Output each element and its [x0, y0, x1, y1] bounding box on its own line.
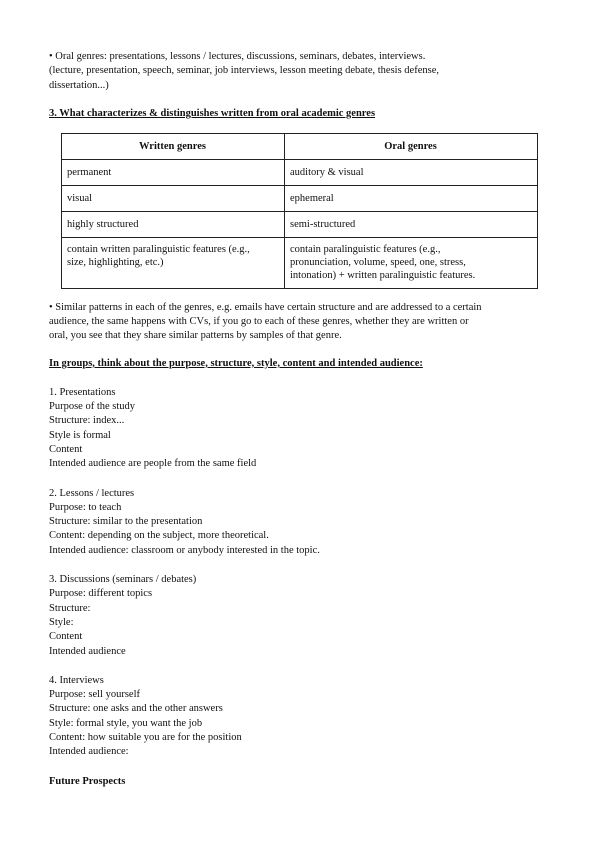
oral-cell [285, 159, 538, 185]
oral-cell [285, 185, 538, 211]
interviews-section [49, 674, 552, 760]
section-line: Purpose: to teach [49, 501, 122, 513]
cell-text: semi-structured [290, 218, 356, 230]
section-line: Structure: [49, 602, 91, 614]
section-line: Intended audience: [49, 746, 129, 758]
written-cell [62, 237, 285, 288]
cell-text: highly structured [67, 218, 139, 230]
written-cell [62, 185, 285, 211]
cell-text: contain written paralinguistic features (e.g., [67, 243, 250, 255]
section-line: Structure: one asks and the other answers [49, 703, 223, 715]
section-title: 4. Interviews [49, 674, 104, 686]
cell-text: intonation) + written paralinguistic features. [290, 269, 476, 281]
paragraph-line: oral, you see that they share similar patterns by samples of that genre. [49, 330, 342, 342]
cell-text: size, highlighting, etc.) [67, 256, 164, 268]
cell-text: auditory & visual [290, 166, 364, 178]
discussions-section [49, 573, 552, 659]
groups-heading: In groups, think about the purpose, structure, style, content and intended audience: [49, 357, 423, 369]
cell-text: permanent [67, 166, 112, 178]
section-3-heading: 3. What characterizes & distinguishes written from oral academic genres [49, 107, 376, 119]
section-line: Structure: index... [49, 415, 125, 427]
section-line: Content: how suitable you are for the position [49, 732, 242, 744]
section-line: Purpose of the study [49, 401, 136, 413]
section-line: Purpose: different topics [49, 588, 153, 600]
section-line: Content [49, 631, 83, 643]
similar-patterns-paragraph [49, 301, 552, 344]
section-line: Style: [49, 616, 74, 628]
cell-text: contain paralinguistic features (e.g., [290, 243, 441, 255]
paragraph-line: • Similar patterns in each of the genres, e.g. emails have certain structure and are addressed to a certain [49, 301, 482, 313]
presentations-section [49, 386, 552, 472]
section-title: 1. Presentations [49, 386, 116, 398]
section-line: Content [49, 443, 83, 455]
section-title: 2. Lessons / lectures [49, 487, 135, 499]
table-row [62, 237, 538, 288]
written-cell [62, 211, 285, 237]
table-header-row [62, 133, 538, 159]
table-row [62, 185, 538, 211]
cell-text: pronunciation, volume, speed, one, stress, [290, 256, 466, 268]
section-line: Intended audience [49, 645, 126, 657]
section-line: Intended audience: classroom or anybody interested in the topic. [49, 544, 320, 556]
cell-text: visual [67, 192, 93, 204]
section-line: Style: formal style, you want the job [49, 717, 203, 729]
section-line: Style is formal [49, 429, 111, 441]
oral-genres-examples-line: (lecture, presentation, speech, seminar, job interviews, lesson meeting debate, thesis defense, [49, 65, 439, 77]
written-cell [62, 159, 285, 185]
cell-text: ephemeral [290, 192, 334, 204]
future-prospects-heading: Future Prospects [49, 775, 126, 787]
section-line: Purpose: sell yourself [49, 689, 140, 701]
oral-genres-examples-line: dissertation...) [49, 79, 109, 91]
oral-cell [285, 237, 538, 288]
genres-comparison-table [61, 133, 538, 289]
oral-cell [285, 211, 538, 237]
section-line: Intended audience are people from the same field [49, 458, 257, 470]
written-genres-header: Written genres [62, 133, 285, 159]
oral-genres-bullet: • Oral genres: presentations, lessons / lectures, discussions, seminars, debates, interviews. [49, 51, 426, 62]
document-page [49, 50, 552, 789]
section-line: Content: depending on the subject, more theoretical. [49, 530, 269, 542]
section-line: Structure: similar to the presentation [49, 516, 203, 528]
section-title: 3. Discussions (seminars / debates) [49, 574, 197, 586]
table-row [62, 211, 538, 237]
oral-genres-paragraph [49, 50, 552, 93]
oral-genres-header: Oral genres [285, 133, 538, 159]
table-row [62, 159, 538, 185]
paragraph-line: audience, the same happens with CVs, if you go to each of these genres, whether they are written or [49, 316, 469, 328]
lessons-section [49, 487, 552, 558]
